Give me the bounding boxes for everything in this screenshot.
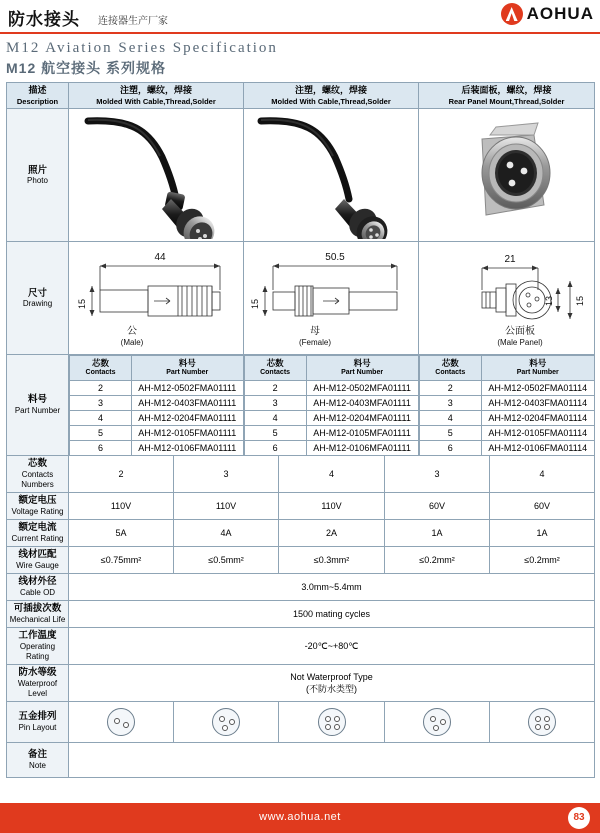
row-label-wire-gauge: 线材匹配 Wire Gauge (7, 547, 69, 574)
page-header (0, 0, 600, 34)
table-row (244, 380, 418, 395)
row-label-voltage: 额定电压 Voltage Rating (7, 493, 69, 520)
operating-temperature-value: -20℃~+80℃ (69, 628, 595, 665)
table-row (244, 410, 418, 425)
table-row (419, 425, 594, 440)
voltage-value: 60V (490, 493, 595, 520)
row-cable-od (7, 574, 595, 601)
part-number-value: AH-M12-0204FMA01111 (131, 410, 243, 425)
part-number-row (7, 355, 595, 456)
svg-text:公面板: 公面板 (505, 326, 535, 338)
footer-url[interactable]: www.aohua.net (259, 811, 341, 823)
sub-header-row (70, 356, 244, 380)
sub-header-partno: 料号 Part Number (131, 356, 243, 380)
pin-layout-3pin-panel (385, 701, 490, 742)
contacts-value: 3 (70, 395, 132, 410)
part-number-value: AH-M12-0403FMA01114 (482, 395, 595, 410)
photo-male-connector (69, 109, 244, 242)
header-col-female: 注塑，螺纹，焊接 Molded With Cable,Thread,Solder (244, 83, 419, 109)
part-number-value: AH-M12-0105MFA01111 (306, 425, 418, 440)
row-label-mechanical-life: 可插拔次数 Mechanical Life (7, 601, 69, 628)
svg-text:15: 15 (77, 299, 87, 310)
voltage-value: 110V (69, 493, 174, 520)
waterproof-value (69, 665, 595, 702)
logo-mark-icon (501, 3, 523, 25)
part-number-value: AH-M12-0106FMA01111 (131, 440, 243, 455)
logo-text: AOHUA (526, 4, 594, 23)
voltage-value: 110V (174, 493, 279, 520)
row-label-note: 备注 Note (7, 742, 69, 777)
row-label-drawing: 尺寸 Drawing (7, 242, 69, 355)
company-logo (501, 3, 594, 25)
sub-header-contacts: 芯数 Contacts (244, 356, 306, 380)
sub-header-contacts: 芯数 Contacts (70, 356, 132, 380)
contacts-value: 3 (419, 395, 482, 410)
note-value (69, 742, 595, 777)
row-current-rating (7, 520, 595, 547)
row-label-part-number: 料号 Part Number (7, 355, 69, 456)
wire-gauge-value: ≤0.2mm² (490, 547, 595, 574)
row-voltage-rating (7, 493, 595, 520)
table-row (70, 410, 244, 425)
part-number-value: AH-M12-0502MFA01111 (306, 380, 418, 395)
contacts-value: 3 (244, 395, 306, 410)
svg-text:15: 15 (250, 299, 260, 310)
part-number-value: AH-M12-0403FMA01111 (131, 395, 243, 410)
row-waterproof-level (7, 665, 595, 702)
row-label-operating-temperature: 工作温度 Operating Rating (7, 628, 69, 665)
current-value: 4A (174, 520, 279, 547)
row-pin-layout (7, 701, 595, 742)
pin-circle-icon (423, 708, 451, 736)
header-col-male: 注塑，螺纹，焊接 Molded With Cable,Thread,Solder (69, 83, 244, 109)
pin-layout-2pin (69, 701, 174, 742)
row-label-photo: 照片 Photo (7, 109, 69, 242)
page-number: 83 (568, 807, 590, 829)
current-value: 1A (490, 520, 595, 547)
svg-text:(Female): (Female) (298, 338, 332, 348)
voltage-value: 60V (385, 493, 490, 520)
table-row (70, 380, 244, 395)
row-label-cable-od: 线材外径 Cable OD (7, 574, 69, 601)
row-contacts-numbers (7, 456, 595, 493)
table-row (419, 380, 594, 395)
cable-od-value: 3.0mm~5.4mm (69, 574, 595, 601)
svg-text:(Male): (Male) (120, 338, 144, 348)
part-number-value: AH-M12-0106MFA01111 (306, 440, 418, 455)
drawing-female (244, 242, 419, 355)
contacts-value: 2 (244, 380, 306, 395)
pin-circle-icon (107, 708, 135, 736)
table-header-row (7, 83, 595, 109)
contacts-value: 5 (70, 425, 132, 440)
contacts-value: 6 (419, 440, 482, 455)
part-number-value: AH-M12-0105FMA01114 (482, 425, 595, 440)
table-row (419, 440, 594, 455)
part-number-panel-cell (419, 355, 595, 456)
table-row (70, 440, 244, 455)
current-value: 5A (69, 520, 174, 547)
photo-female-connector (244, 109, 419, 242)
header-description-label: 描述 Description (7, 83, 69, 109)
contacts-value: 4 (70, 410, 132, 425)
current-value: 1A (385, 520, 490, 547)
table-row (244, 395, 418, 410)
current-value: 2A (279, 520, 385, 547)
pin-circle-icon (528, 708, 556, 736)
specification-table (6, 82, 595, 456)
part-number-value: AH-M12-0403MFA01111 (306, 395, 418, 410)
contacts-numbers-value: 4 (279, 456, 385, 493)
table-row (419, 395, 594, 410)
part-number-male-cell (69, 355, 244, 456)
svg-text:21: 21 (504, 254, 516, 266)
sub-header-partno: 料号 Part Number (482, 356, 595, 380)
row-label-pin-layout: 五金排列 Pin Layout (7, 701, 69, 742)
sub-header-partno: 料号 Part Number (306, 356, 418, 380)
header-title: 防水接头 (8, 10, 80, 29)
table-row (70, 425, 244, 440)
drawing-panel (419, 242, 595, 355)
contacts-numbers-value: 3 (385, 456, 490, 493)
photo-panel-connector (419, 109, 595, 242)
part-number-value: AH-M12-0204MFA01111 (306, 410, 418, 425)
wire-gauge-value: ≤0.75mm² (69, 547, 174, 574)
table-row (244, 425, 418, 440)
pin-circle-icon (212, 708, 240, 736)
contacts-numbers-value: 4 (490, 456, 595, 493)
contacts-value: 4 (244, 410, 306, 425)
wire-gauge-value: ≤0.5mm² (174, 547, 279, 574)
sub-header-contacts: 芯数 Contacts (419, 356, 482, 380)
electrical-spec-table (6, 455, 595, 778)
contacts-value: 5 (419, 425, 482, 440)
part-number-value: AH-M12-0105FMA01111 (131, 425, 243, 440)
header-subtitle: 连接器生产厂家 (98, 16, 168, 27)
sub-header-row (244, 356, 418, 380)
svg-text:15: 15 (575, 296, 585, 307)
contacts-value: 2 (419, 380, 482, 395)
row-wire-gauge (7, 547, 595, 574)
photo-row (7, 109, 595, 242)
contacts-value: 6 (70, 440, 132, 455)
contacts-numbers-value: 3 (174, 456, 279, 493)
svg-text:44: 44 (154, 252, 166, 264)
part-number-value: AH-M12-0502FMA01111 (131, 380, 243, 395)
svg-text:母: 母 (310, 326, 320, 338)
table-row (70, 395, 244, 410)
contacts-value: 5 (244, 425, 306, 440)
contacts-value: 6 (244, 440, 306, 455)
part-number-value: AH-M12-0204FMA01114 (482, 410, 595, 425)
svg-text:公: 公 (127, 326, 137, 338)
part-number-value: AH-M12-0106FMA01114 (482, 440, 595, 455)
row-mechanical-life (7, 601, 595, 628)
part-number-table-male (69, 355, 244, 455)
waterproof-en: Not Waterproof Type (290, 671, 373, 682)
part-number-value: AH-M12-0502FMA01114 (482, 380, 595, 395)
table-row (244, 440, 418, 455)
header-col-panel: 后装面板，螺纹，焊接 Rear Panel Mount,Thread,Solder (419, 83, 595, 109)
voltage-value: 110V (279, 493, 385, 520)
contacts-value: 4 (419, 410, 482, 425)
svg-text:50.5: 50.5 (325, 252, 345, 264)
svg-text:(Male Panel): (Male Panel) (497, 338, 543, 348)
page-title: M12 Aviation Series Specification (6, 40, 278, 56)
wire-gauge-value: ≤0.3mm² (279, 547, 385, 574)
svg-text:13: 13 (544, 296, 554, 307)
pin-layout-3pin (174, 701, 279, 742)
sub-header-row (419, 356, 594, 380)
wire-gauge-value: ≤0.2mm² (385, 547, 490, 574)
part-number-female-cell (244, 355, 419, 456)
contacts-numbers-value: 2 (69, 456, 174, 493)
part-number-table-female (244, 355, 419, 455)
table-row (419, 410, 594, 425)
row-label-current: 额定电流 Current Rating (7, 520, 69, 547)
page-footer (0, 803, 600, 833)
row-label-waterproof: 防水等级 Waterproof Level (7, 665, 69, 702)
row-label-contacts-numbers: 芯数 Contacts Numbers (7, 456, 69, 493)
row-operating-temperature (7, 628, 595, 665)
pin-layout-4pin-panel (490, 701, 595, 742)
drawing-male (69, 242, 244, 355)
drawing-row (7, 242, 595, 355)
mechanical-life-value: 1500 mating cycles (69, 601, 595, 628)
pin-layout-4pin (279, 701, 385, 742)
row-note (7, 742, 595, 777)
page-title-cn: M12 航空接头 系列规格 (6, 60, 167, 76)
contacts-value: 2 (70, 380, 132, 395)
waterproof-cn: (不防水类型) (306, 684, 357, 694)
pin-circle-icon (318, 708, 346, 736)
part-number-table-panel (419, 355, 595, 455)
